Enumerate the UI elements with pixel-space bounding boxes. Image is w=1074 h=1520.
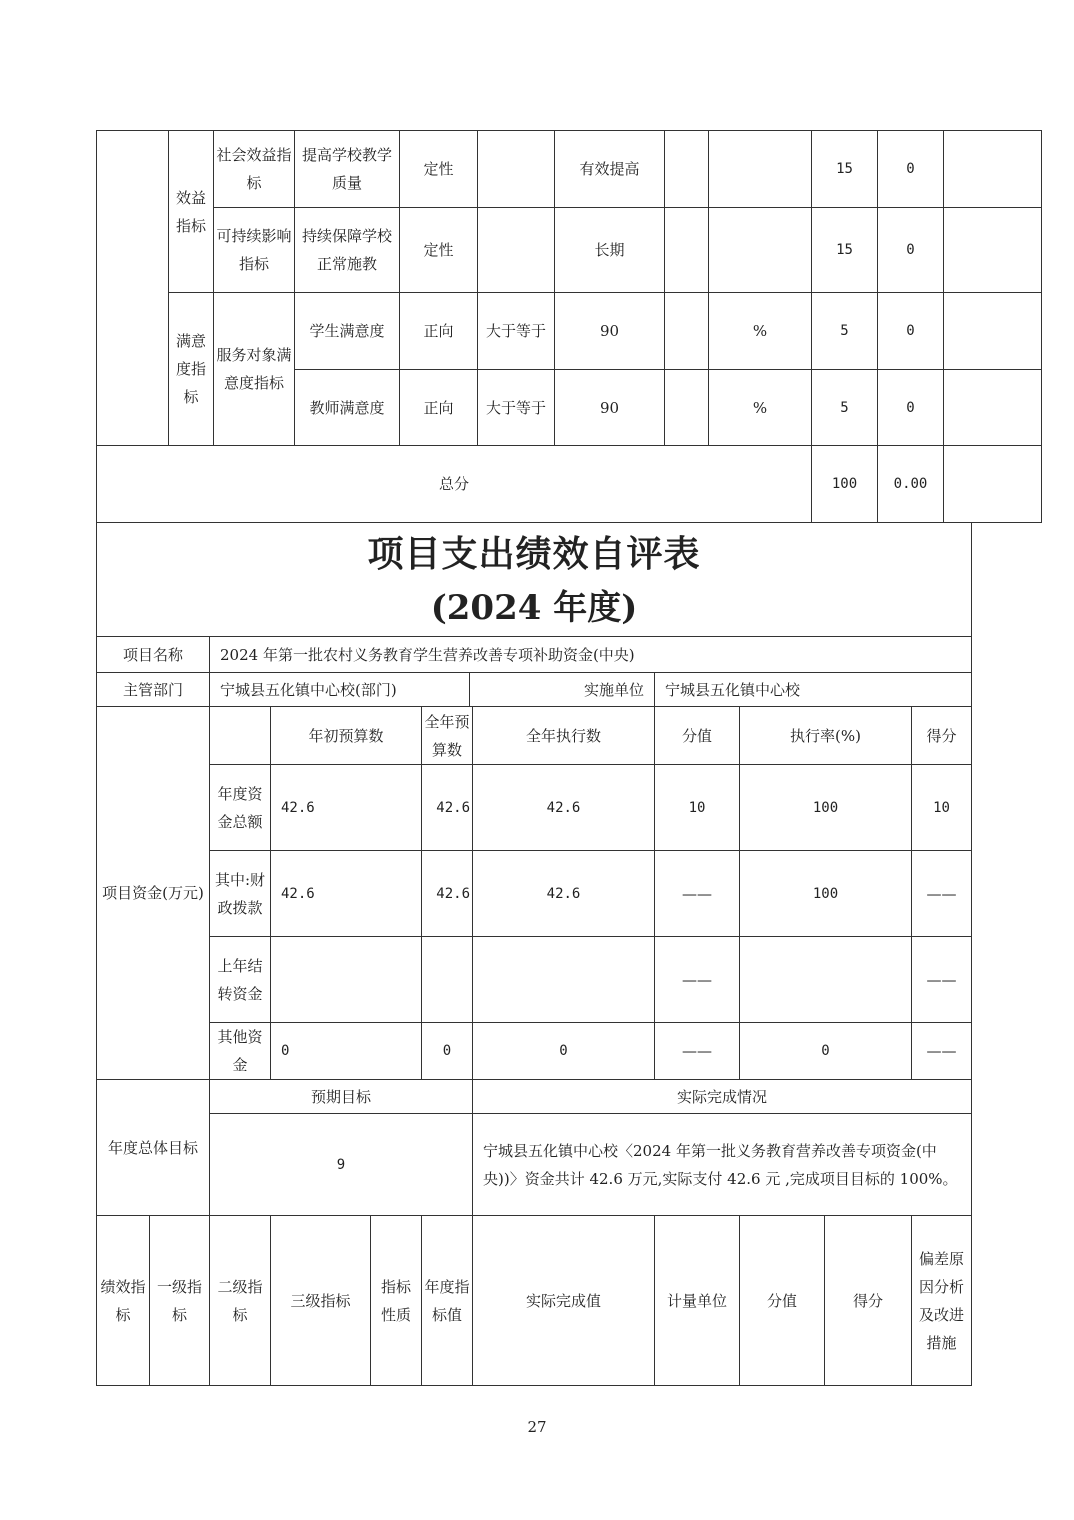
funds-executed: 42.6: [473, 765, 655, 851]
unit-cell: [709, 208, 812, 293]
level2-cell: 服务对象满意度指标: [214, 293, 295, 446]
funds-row-label: 其中:财政拨款: [210, 851, 271, 937]
impl-unit-value: 宁城县五化镇中心校: [655, 673, 972, 707]
funds-score: ——: [912, 937, 972, 1023]
ind-header-nature: 指标性质: [371, 1216, 422, 1386]
unit-cell: [709, 131, 812, 208]
funds-weight: 10: [655, 765, 740, 851]
project-name-value: 2024 年第一批农村义务教育学生营养改善专项补助资金(中央): [210, 637, 972, 673]
level3-cell: 学生满意度: [295, 293, 400, 370]
level3-cell: 持续保障学校正常施教: [295, 208, 400, 293]
total-label: 总分: [97, 446, 812, 523]
funds-header-annual: 全年预算数: [422, 707, 473, 765]
funds-rate: 100: [740, 851, 912, 937]
unit-cell: %: [709, 293, 812, 370]
ind-header-perf: 绩效指标: [97, 1216, 150, 1386]
funds-annual: 42.6: [422, 851, 473, 937]
ind-header-weight: 分值: [740, 1216, 825, 1386]
goals-actual-header: 实际完成情况: [473, 1080, 972, 1114]
funds-weight: ——: [655, 937, 740, 1023]
funds-header-blank: [210, 707, 271, 765]
actual-cell: [665, 370, 709, 446]
funds-label-text: 项目资金(万元): [102, 884, 204, 902]
level1-cell: 满意度指标: [169, 293, 214, 446]
note-cell: [944, 293, 1042, 370]
note-cell: [944, 131, 1042, 208]
goals-label: 年度总体目标: [97, 1080, 210, 1216]
weight-cell: 5: [812, 293, 878, 370]
funds-annual: 0: [422, 1023, 473, 1080]
funds-header-initial: 年初预算数: [271, 707, 422, 765]
project-name-label: 项目名称: [97, 637, 210, 673]
dept-label: 主管部门: [97, 673, 210, 707]
target-cell: 90: [555, 370, 665, 446]
self-evaluation-table: [96, 522, 972, 1386]
dept-value: 宁城县五化镇中心校(部门): [210, 673, 470, 707]
funds-row-label: 其他资金: [210, 1023, 271, 1080]
nature-cell: 正向: [400, 370, 478, 446]
weight-cell: 15: [812, 131, 878, 208]
ind-header-unit: 计量单位: [655, 1216, 740, 1386]
goals-expected-header: 预期目标: [210, 1080, 473, 1114]
blank-cell: [97, 131, 169, 446]
funds-header-executed: 全年执行数: [473, 707, 655, 765]
target-cell: 长期: [555, 208, 665, 293]
funds-header-weight: 分值: [655, 707, 740, 765]
ind-header-level2: 二级指标: [210, 1216, 271, 1386]
ind-header-score: 得分: [825, 1216, 912, 1386]
page-number: 27: [527, 1418, 547, 1436]
funds-rate: [740, 937, 912, 1023]
funds-header-score: 得分: [912, 707, 972, 765]
goals-actual-value: 宁城县五化镇中心校〈2024 年第一批义务教育营养改善专项资金(中央))〉资金共计 42.6 万元,实际支付 42.6 元 ,完成项目目标的 100%。: [473, 1114, 972, 1216]
funds-annual: 42.6: [422, 765, 473, 851]
funds-initial: 42.6: [271, 765, 422, 851]
weight-cell: 15: [812, 208, 878, 293]
funds-executed: 42.6: [473, 851, 655, 937]
score-cell: 0: [878, 208, 944, 293]
funds-weight: ——: [655, 1023, 740, 1080]
funds-weight: ——: [655, 851, 740, 937]
impl-unit-label: 实施单位: [470, 673, 655, 707]
funds-row-label: 年度资金总额: [210, 765, 271, 851]
funds-initial: 0: [271, 1023, 422, 1080]
actual-cell: [665, 131, 709, 208]
funds-annual: [422, 937, 473, 1023]
level3-cell: 教师满意度: [295, 370, 400, 446]
top-indicator-table: [96, 130, 1042, 523]
goals-expected-value: 9: [210, 1114, 473, 1216]
funds-header-rate: 执行率(%): [740, 707, 912, 765]
ind-header-level1: 一级指标: [150, 1216, 210, 1386]
note-cell: [944, 208, 1042, 293]
total-weight: 100: [812, 446, 878, 523]
nature-cell: 正向: [400, 293, 478, 370]
note-cell: [944, 370, 1042, 446]
weight-cell: 5: [812, 370, 878, 446]
operator-cell: 大于等于: [478, 293, 555, 370]
level3-cell: 提高学校教学质量: [295, 131, 400, 208]
nature-cell: 定性: [400, 208, 478, 293]
form-title: [97, 523, 972, 637]
ind-header-actual: 实际完成值: [473, 1216, 655, 1386]
unit-cell: %: [709, 370, 812, 446]
total-score: 0.00: [878, 446, 944, 523]
actual-cell: [665, 293, 709, 370]
funds-executed: [473, 937, 655, 1023]
funds-rate: 0: [740, 1023, 912, 1080]
ind-header-level3: 三级指标: [271, 1216, 371, 1386]
operator-cell: [478, 131, 555, 208]
funds-score: ——: [912, 1023, 972, 1080]
level2-cell: 社会效益指标: [214, 131, 295, 208]
target-cell: 有效提高: [555, 131, 665, 208]
level2-cell: 可持续影响指标: [214, 208, 295, 293]
operator-cell: 大于等于: [478, 370, 555, 446]
funds-executed: 0: [473, 1023, 655, 1080]
score-cell: 0: [878, 131, 944, 208]
funds-rate: 100: [740, 765, 912, 851]
funds-row-label: 上年结转资金: [210, 937, 271, 1023]
total-note: [944, 446, 1042, 523]
funds-initial: 42.6: [271, 851, 422, 937]
actual-cell: [665, 208, 709, 293]
funds-score: ——: [912, 851, 972, 937]
operator-cell: [478, 208, 555, 293]
target-cell: 90: [555, 293, 665, 370]
funds-label: [97, 707, 210, 1080]
form-title-year: (2024 年度): [430, 587, 638, 628]
funds-initial: [271, 937, 422, 1023]
ind-header-deviation: 偏差原因分析及改进措施: [912, 1216, 972, 1386]
form-title-main: 项目支出绩效自评表: [367, 532, 701, 575]
level1-cell: 效益指标: [169, 131, 214, 293]
score-cell: 0: [878, 293, 944, 370]
funds-score: 10: [912, 765, 972, 851]
ind-header-target: 年度指标值: [422, 1216, 473, 1386]
score-cell: 0: [878, 370, 944, 446]
nature-cell: 定性: [400, 131, 478, 208]
